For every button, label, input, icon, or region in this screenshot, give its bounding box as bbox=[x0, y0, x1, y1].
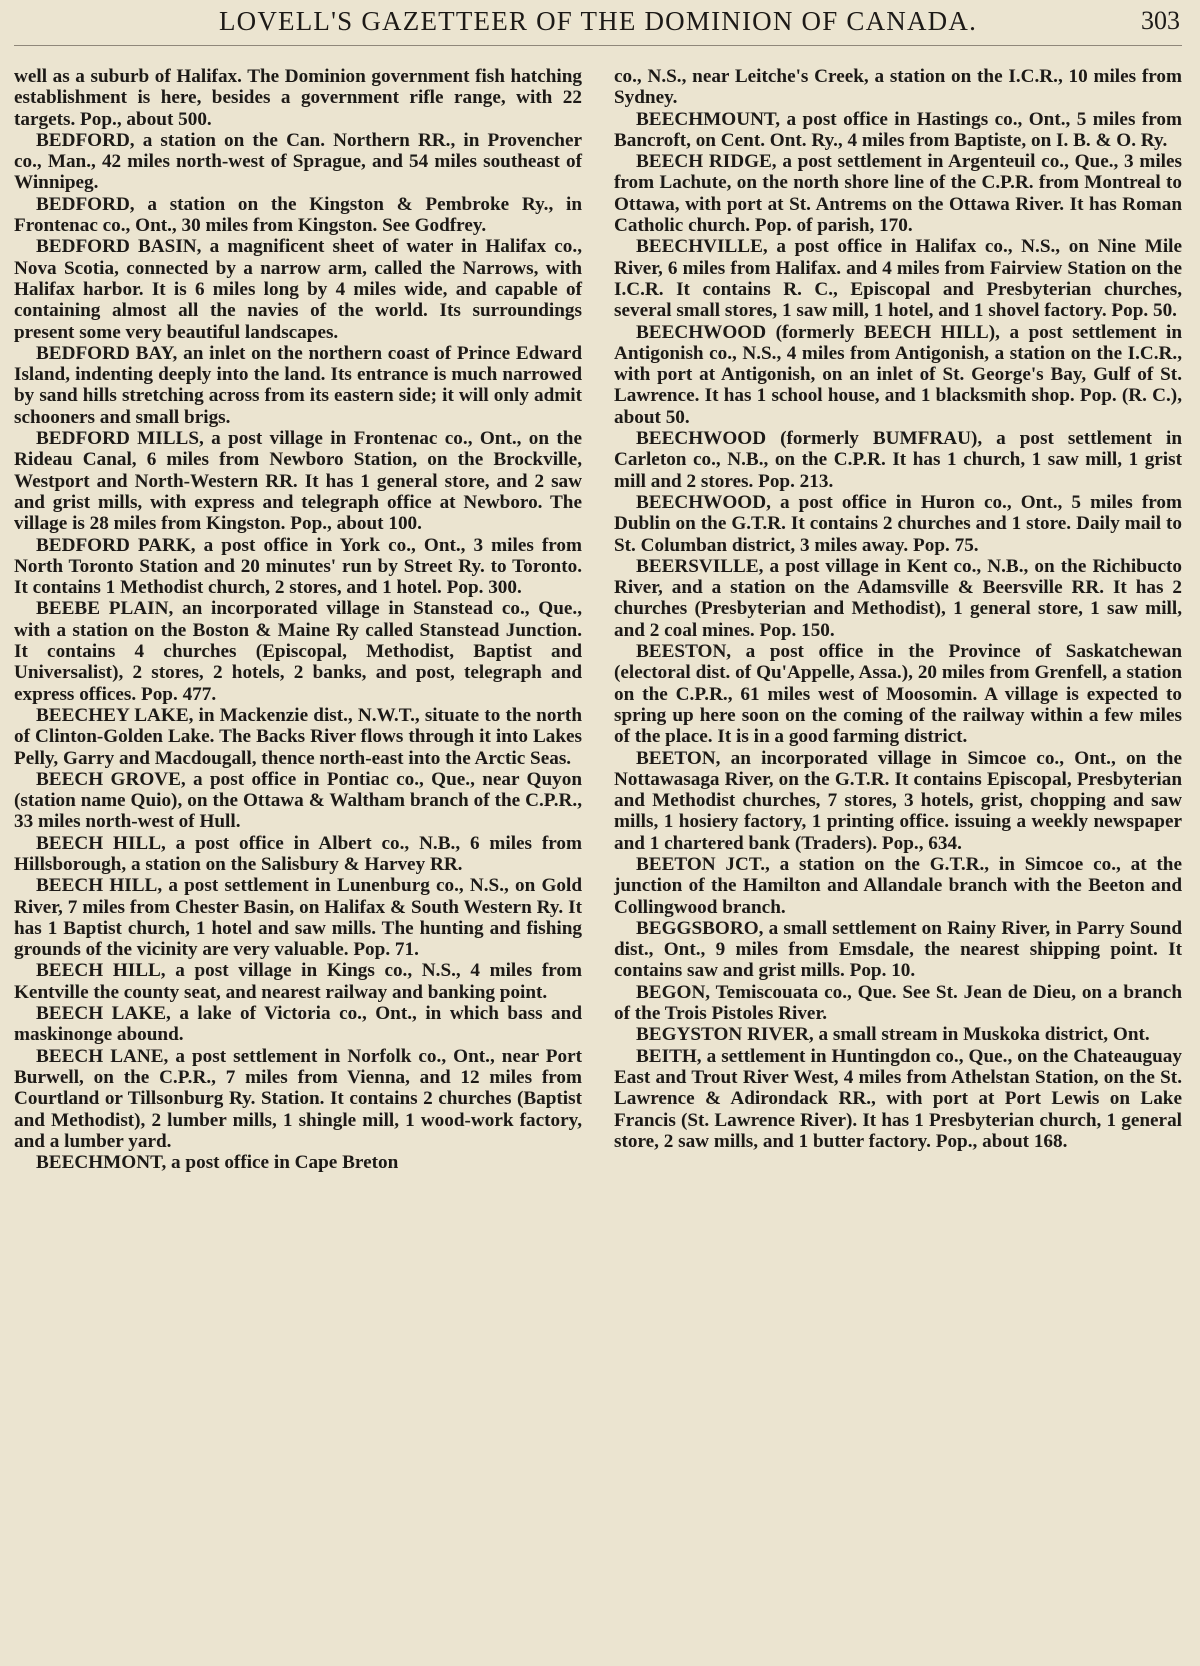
gazetteer-entry: BEEBE PLAIN, an incorporated village in Stanstead co., Que., with a station on the Boston & Maine Ry called Stanstead Junction. It contains 4 churches (Episcopal, Methodist, Baptist and Universalist), 2 stores, 2 hotels, 2 banks, and post, telegraph and express offices. Pop. 477. bbox=[14, 598, 582, 705]
gazetteer-entry: BEETON, an incorporated village in Simcoe co., Ont., on the Nottawasaga River, on the G.T.R. It contains Episcopal, Presbyterian and Methodist churches, 7 stores, 3 hotels, grist, chopping and saw mills, 1 hosiery factory, 1 printing office. issuing a weekly newspaper and 1 chartered bank (Traders). Pop., 634. bbox=[614, 747, 1182, 854]
gazetteer-entry: BEECHEY LAKE, in Mackenzie dist., N.W.T., situate to the north of Clinton-Golden Lake. The Backs River flows through it into Lakes Pelly, Garry and Macdougall, thence north-east into the Arctic Seas. bbox=[14, 704, 582, 769]
text-columns bbox=[14, 66, 1182, 1173]
gazetteer-entry: BEDFORD MILLS, a post village in Frontenac co., Ont., on the Rideau Canal, 6 miles from Newboro Station, on the Brockville, Westport and North-Western RR. It has 1 general store, and 2 saw and grist mills, with express and telegraph office at Newboro. The village is 28 miles from Kingston. Pop., about 100. bbox=[14, 428, 582, 535]
gazetteer-entry: BEDFORD BASIN, a magnificent sheet of water in Halifax co., Nova Scotia, connected by a narrow arm, called the Narrows, with Halifax harbor. It is 6 miles long by 4 miles wide, and capable of containing almost all the navies of the world. Its surroundings present some very beautiful landscapes. bbox=[14, 236, 582, 343]
header-title: LOVELL'S GAZETTEER OF THE DOMINION OF CANADA. bbox=[218, 6, 978, 36]
gazetteer-entry: BEECHMONT, a post office in Cape Breton bbox=[36, 1152, 399, 1174]
gazetteer-entry: BEECH LAKE, a lake of Victoria co., Ont., in which bass and maskinonge abound. bbox=[14, 1003, 582, 1046]
gazetteer-entry: BEECHWOOD (formerly BEECH HILL), a post settlement in Antigonish co., N.S., 4 miles from Antigonish, a station on the I.C.R., with port at Antigonish, on an inlet of St. George's Bay, Gulf of St. Lawrence. It has 1 school house, and 1 blacksmith shop. Pop. (R. C.), about 50. bbox=[614, 321, 1182, 428]
gazetteer-entry: BEERSVILLE, a post village in Kent co., N.B., on the Richibucto River, and a station on the Adamsville & Beersville RR. It has 2 churches (Presbyterian and Methodist), 1 general store, 1 saw mill, and 2 coal mines. Pop. 150. bbox=[614, 555, 1182, 641]
gazetteer-entry: BEDFORD PARK, a post office in York co., Ont., 3 miles from North Toronto Station and 20 minutes' run by Street Ry. to Toronto. It contains 1 Methodist church, 2 stores, and 1 hotel. Pop. 300. bbox=[14, 534, 582, 599]
gazetteer-entry: BEECHWOOD (formerly BUMFRAU), a post settlement in Carleton co., N.B., on the C.P.R. It has 1 church, 1 saw mill, 1 grist mill and 2 stores. Pop. 213. bbox=[614, 428, 1182, 492]
gazetteer-entry: BEECH HILL, a post village in Kings co., N.S., 4 miles from Kentville the county seat, and nearest railway and banking point. bbox=[14, 960, 582, 1003]
gazetteer-entry: BEDFORD BAY, an inlet on the northern coast of Prince Edward Island, indenting deeply into the land. Its entrance is much narrowed by sand hills stretching across from its eastern side; it will only admit schooners and small brigs. bbox=[14, 342, 582, 428]
gazetteer-entry: BEGON, Temiscouata co., Que. See St. Jean de Dieu, on a branch of the Trois Pistoles River. bbox=[614, 981, 1182, 1025]
gazetteer-entry: BEDFORD, a station on the Kingston & Pembroke Ry., in Frontenac co., Ont., 30 miles from Kingston. See Godfrey. bbox=[14, 193, 582, 237]
gazetteer-entry: BEGYSTON RIVER, a small stream in Muskoka district, Ont. bbox=[636, 1024, 1150, 1046]
gazetteer-entry: BEECH HILL, a post office in Albert co., N.B., 6 miles from Hillsborough, a station on the Salisbury & Harvey RR. bbox=[14, 832, 582, 875]
running-header bbox=[14, 0, 1182, 46]
gazetteer-entry: BEESTON, a post office in the Province of Saskatchewan (electoral dist. of Qu'Appelle, Assa.), 20 miles from Grenfell, a station on the C.P.R., 61 miles west of Moosomin. A village is expected to spring up here soon on the coming of the railway within a few miles of the place. It is in a good farming district. bbox=[614, 641, 1182, 748]
gazetteer-entry: BEECH RIDGE, a post settlement in Argenteuil co., Que., 3 miles from Lachute, on the north shore line of the C.P.R. from Montreal to Ottawa, with port at St. Antrems on the Ottawa River. It has Roman Catholic church. Pop. of parish, 170. bbox=[614, 151, 1182, 237]
gazetteer-entry: BEECHMOUNT, a post office in Hastings co., Ont., 5 miles from Bancroft, on Cent. Ont. Ry., 4 miles from Baptiste, on I. B. & O. Ry. bbox=[614, 108, 1182, 151]
gazetteer-entry: co., N.S., near Leitche's Creek, a station on the I.C.R., 10 miles from Sydney. bbox=[614, 66, 1182, 109]
right-column bbox=[614, 66, 1182, 1173]
gazetteer-entry: BEDFORD, a station on the Can. Northern RR., in Provencher co., Man., 42 miles north-west of Sprague, and 54 miles southeast of Winnipeg. bbox=[14, 129, 582, 194]
gazetteer-entry: BEGGSBORO, a small settlement on Rainy River, in Parry Sound dist., Ont., 9 miles from Emsdale, the nearest shipping point. It contains saw and grist mills. Pop. 10. bbox=[614, 917, 1182, 982]
gazetteer-entry: well as a suburb of Halifax. The Dominion government fish hatching establishment is here, besides a government rifle range, with 22 targets. Pop., about 500. bbox=[14, 66, 582, 130]
gazetteer-entry: BEECH GROVE, a post office in Pontiac co., Que., near Quyon (station name Quio), on the Ottawa & Waltham branch of the C.P.R., 33 miles north-west of Hull. bbox=[14, 768, 582, 833]
page-number: 303 bbox=[1141, 6, 1180, 35]
gazetteer-entry: BEETON JCT., a station on the G.T.R., in Simcoe co., at the junction of the Hamilton and Allandale branch with the Beeton and Collingwood branch. bbox=[614, 853, 1182, 918]
gazetteer-entry: BEITH, a settlement in Huntingdon co., Que., on the Chateauguay East and Trout River West, 4 miles from Athelstan Station, on the St. Lawrence & Adirondack RR., with port at Port Lewis on Lake Francis (St. Lawrence River). It has 1 Presbyterian church, 1 general store, 2 saw mills, and 1 butter factory. Pop., about 168. bbox=[614, 1045, 1182, 1152]
left-column bbox=[14, 66, 582, 1173]
gazetteer-entry: BEECHWOOD, a post office in Huron co., Ont., 5 miles from Dublin on the G.T.R. It contains 2 churches and 1 store. Daily mail to St. Columban district, 3 miles away. Pop. 75. bbox=[614, 491, 1182, 556]
gazetteer-entry: BEECHVILLE, a post office in Halifax co., N.S., on Nine Mile River, 6 miles from Halifax. and 4 miles from Fairview Station on the I.C.R. It contains R. C., Episcopal and Presbyterian churches, several small stores, 1 saw mill, 1 hotel, and 1 shovel factory. Pop. 50. bbox=[614, 236, 1182, 322]
gazetteer-entry: BEECH HILL, a post settlement in Lunenburg co., N.S., on Gold River, 7 miles from Chester Basin, on Halifax & South Western Ry. It has 1 Baptist church, 1 hotel and saw mills. The hunting and fishing grounds of the vicinity are very valuable. Pop. 71. bbox=[14, 875, 582, 961]
gazetteer-entry: BEECH LANE, a post settlement in Norfolk co., Ont., near Port Burwell, on the C.P.R., 7 miles from Vienna, and 12 miles from Courtland or Tillsonburg Ry. Station. It contains 2 churches (Baptist and Methodist), 2 lumber mills, 1 shingle mill, 1 wood-work factory, and a lumber yard. bbox=[14, 1045, 582, 1152]
